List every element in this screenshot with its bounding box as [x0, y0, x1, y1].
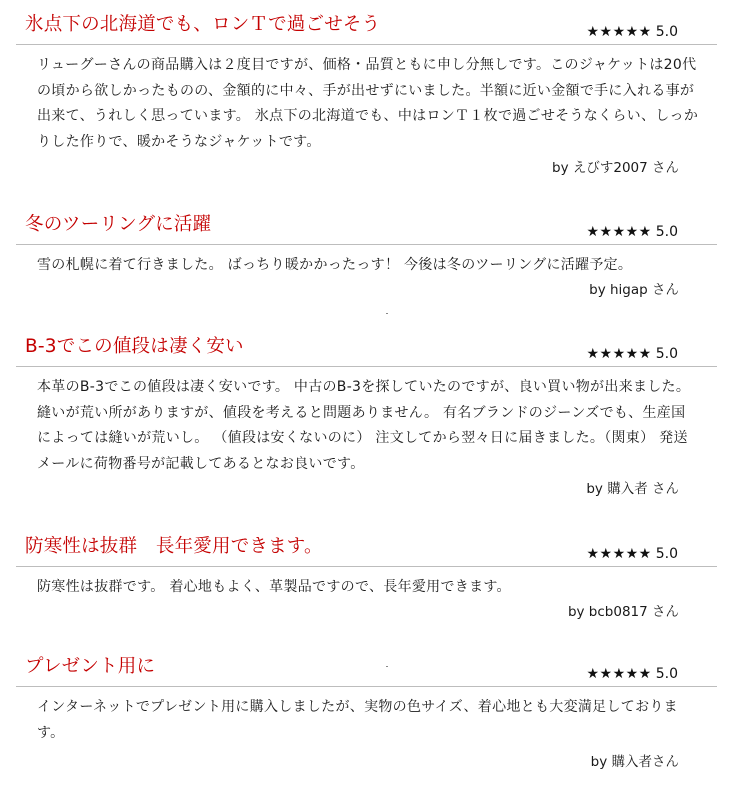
star-rating-icon: ★★★★★	[586, 24, 652, 40]
review-header	[16, 526, 717, 567]
star-rating-icon: ★★★★★	[586, 546, 652, 562]
review-title: B-3でこの値段は凄く安い	[25, 336, 244, 357]
review-header	[16, 326, 717, 367]
review-author: by bcb0817 さん	[567, 604, 679, 620]
review-item	[0, 326, 735, 497]
star-rating-icon: ★★★★★	[586, 346, 652, 362]
review-body: 防寒性は抜群です。 着心地もよく、革製品ですので、長年愛用できます。	[37, 579, 511, 595]
rating-score: 5.0	[655, 666, 678, 682]
review-header	[16, 4, 717, 45]
review-title: プレゼント用に	[25, 656, 156, 677]
review-header	[16, 204, 717, 245]
divider-dot	[386, 313, 388, 314]
review-header	[16, 646, 717, 687]
review-rating	[586, 224, 678, 240]
review-title: 防寒性は抜群 長年愛用できます。	[25, 536, 323, 557]
review-body: 本革のB-3でこの値段は凄く安いです。 中古のB-3を探していたのですが、良い買い物が出来ました。 縫いが荒い所がありますが、値段を考えると問題ありません。 有名ブランドのジーンズでも、生産国によっては縫いが荒いし。 （値段は安くないのに） 注文してから翌々日に届きました。（関東） 発送メールに荷物番号が記載してあるとなお良いです。	[37, 379, 691, 472]
star-rating-icon: ★★★★★	[586, 666, 652, 682]
rating-score: 5.0	[655, 546, 678, 562]
review-author: by えびす2007 さん	[552, 160, 679, 176]
review-title: 冬のツーリングに活躍	[25, 214, 212, 235]
review-rating	[586, 666, 678, 682]
rating-score: 5.0	[655, 346, 678, 362]
review-item	[0, 526, 735, 620]
review-rating	[586, 24, 678, 40]
review-item	[0, 204, 735, 298]
review-body: 雪の札幌に着て行きました。 ばっちり暖かかったっす！ 今後は冬のツーリングに活躍予定。	[37, 257, 633, 273]
review-author: by higap さん	[589, 282, 679, 298]
review-author: by 購入者 さん	[586, 481, 679, 497]
rating-score: 5.0	[655, 224, 678, 240]
review-item	[0, 4, 735, 176]
review-body: インターネットでプレゼント用に購入しましたが、実物の色サイズ、着心地とも大変満足しております。	[37, 699, 678, 741]
review-author: by 購入者さん	[590, 754, 679, 770]
star-rating-icon: ★★★★★	[586, 224, 652, 240]
review-item	[0, 646, 735, 770]
review-rating	[586, 346, 678, 362]
rating-score: 5.0	[655, 24, 678, 40]
review-rating	[586, 546, 678, 562]
review-title: 氷点下の北海道でも、ロンＴで過ごせそう	[25, 14, 381, 35]
review-body: リューグーさんの商品購入は２度目ですが、価格・品質ともに申し分無しです。このジャケットは20代の頃から欲しかったものの、金額的に中々、手が出せずにいました。半額に近い金額で手に入れる事が出来て、うれしく思っています。 氷点下の北海道でも、中はロンＴ１枚で過ごせそうなくらい、しっかりした作りで、暖かそうなジャケットです。	[37, 57, 699, 150]
